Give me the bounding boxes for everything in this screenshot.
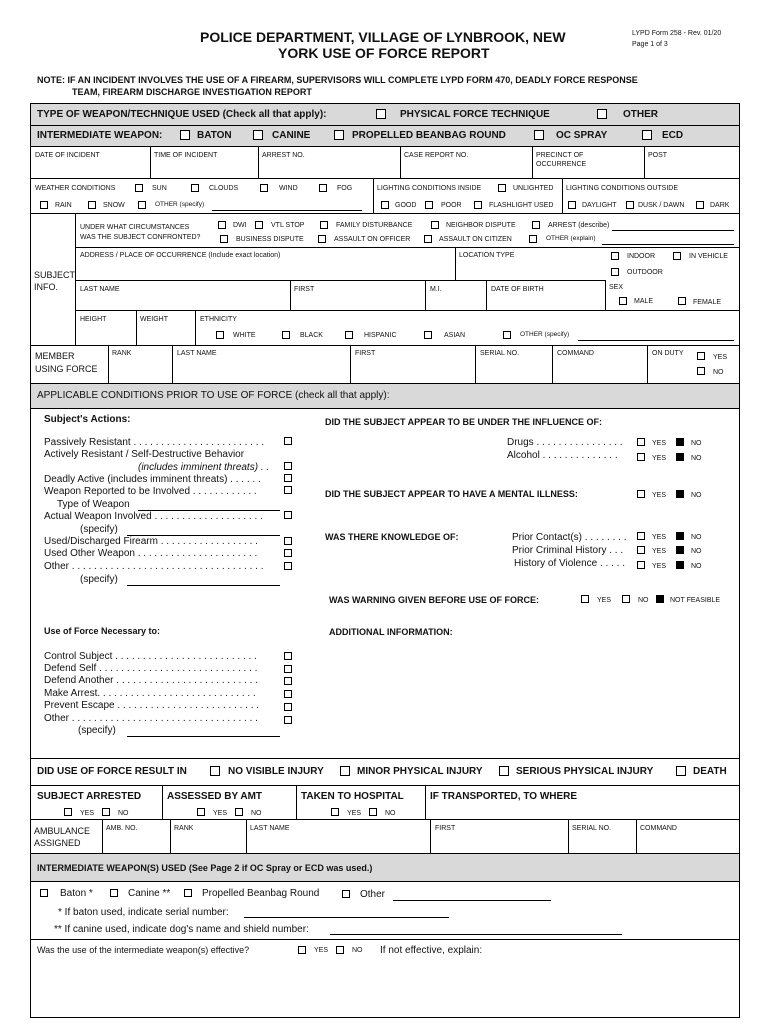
- warning-no-checkbox[interactable]: [622, 595, 630, 603]
- arrested-yes-label: YES: [80, 810, 95, 817]
- dwi-checkbox[interactable]: [218, 221, 226, 229]
- physical-force-checkbox[interactable]: [376, 109, 386, 119]
- member-serial-label: SERIAL NO.: [480, 350, 520, 357]
- weight-label: WEIGHT: [140, 316, 168, 323]
- prior-contact-yes-checkbox[interactable]: [637, 532, 645, 540]
- baton-serial-field[interactable]: [244, 917, 449, 918]
- amb-rank-label: RANK: [174, 825, 194, 832]
- necessary-other-checkbox[interactable]: [284, 716, 292, 724]
- defend-another-checkbox[interactable]: [284, 677, 292, 685]
- outdoor-label: OUTDOOR: [627, 269, 663, 276]
- on-duty-label: ON DUTY: [652, 350, 684, 357]
- on-duty-yes-checkbox[interactable]: [697, 352, 705, 360]
- additional-info-label: ADDITIONAL INFORMATION:: [329, 627, 453, 637]
- alcohol-no-checkbox[interactable]: [676, 453, 684, 461]
- circumstances-label-1: UNDER WHAT CIRCUMSTANCES: [80, 224, 190, 231]
- in-vehicle-label: IN VEHICLE: [689, 253, 728, 260]
- injury-label: DID USE OF FORCE RESULT IN: [37, 766, 187, 777]
- violence-yes-label: YES: [652, 563, 667, 570]
- page-title-line1: POLICE DEPARTMENT, VILLAGE OF LYNBROOK, NEW: [200, 29, 566, 45]
- actual-weapon-checkbox[interactable]: [284, 511, 292, 519]
- baton-label: BATON: [197, 130, 232, 141]
- ambulance-label-2: ASSIGNED: [34, 838, 81, 848]
- alcohol-label: Alcohol . . . . . . . . . . . . . .: [507, 450, 618, 461]
- family-dispute-label: FAMILY DISTURBANCE: [336, 222, 413, 229]
- conditions-header: APPLICABLE CONDITIONS PRIOR TO USE OF FORCE (check all that apply):: [37, 390, 390, 401]
- black-label: BLACK: [300, 332, 323, 339]
- unlighted-checkbox[interactable]: [498, 184, 506, 192]
- on-duty-yes-label: YES: [713, 354, 728, 361]
- dusk-label: DUSK / DAWN: [638, 202, 685, 209]
- necessary-prevent-escape: Prevent Escape . . . . . . . . . . . . . . . . . . . . . . . . . .: [44, 700, 260, 711]
- ecd-label: ECD: [662, 130, 684, 141]
- arrested-no-label: NO: [118, 810, 129, 817]
- outdoor-checkbox[interactable]: [611, 268, 619, 276]
- lighting-inside-label: LIGHTING CONDITIONS INSIDE: [377, 185, 482, 192]
- subject-arrested-label: SUBJECT ARRESTED: [37, 791, 142, 802]
- drugs-no-label: NO: [691, 440, 702, 447]
- subject-actions-title: Subject's Actions:: [44, 414, 131, 425]
- warning-not-feasible-label: NOT FEASIBLE: [670, 597, 721, 604]
- vtl-stop-checkbox[interactable]: [255, 221, 263, 229]
- no-injury-checkbox[interactable]: [210, 766, 220, 776]
- warning-yes-label: YES: [597, 597, 612, 604]
- weapon-reported-checkbox[interactable]: [284, 486, 292, 494]
- iw-baton-checkbox[interactable]: [40, 889, 48, 897]
- iw-other-field[interactable]: [393, 900, 551, 901]
- necessary-specify: (specify): [78, 725, 116, 736]
- action-specify-2: (specify): [80, 574, 118, 585]
- male-label: MALE: [634, 298, 654, 305]
- action-type-of-weapon: Type of Weapon: [57, 499, 130, 510]
- weather-label: WEATHER CONDITIONS: [35, 185, 116, 192]
- necessary-defend-another: Defend Another . . . . . . . . . . . . . . . . . . . . . . . . . .: [44, 675, 258, 686]
- knowledge-label: WAS THERE KNOWLEDGE OF:: [325, 532, 459, 542]
- warning-yes-checkbox[interactable]: [581, 595, 589, 603]
- member-first-label: FIRST: [355, 350, 376, 357]
- ethnicity-other-checkbox[interactable]: [503, 331, 511, 339]
- force-necessary-title: Use of Force Necessary to:: [44, 626, 161, 636]
- dwi-label: DWI: [233, 222, 247, 229]
- hospital-yes-label: YES: [347, 810, 362, 817]
- prior-criminal-label: Prior Criminal History . . .: [512, 545, 624, 556]
- physical-force-label: PHYSICAL FORCE TECHNIQUE: [400, 109, 550, 120]
- subject-last-name-label: LAST NAME: [80, 286, 120, 293]
- good-checkbox[interactable]: [381, 201, 389, 209]
- assault-citizen-checkbox[interactable]: [424, 235, 432, 243]
- action-other: Other . . . . . . . . . . . . . . . . . . . . . . . . . . . . . . . . . . .: [44, 561, 264, 572]
- amb-last-name-label: LAST NAME: [250, 825, 290, 832]
- minor-injury-checkbox[interactable]: [340, 766, 350, 776]
- clouds-label: CLOUDS: [209, 185, 239, 192]
- other-explain-field[interactable]: [602, 244, 734, 245]
- assessed-amt-label: ASSESSED BY AMT: [167, 791, 263, 802]
- action-other-checkbox[interactable]: [284, 562, 292, 570]
- necessary-defend-self: Defend Self . . . . . . . . . . . . . . . . . . . . . . . . . . . . .: [44, 663, 258, 674]
- unlighted-label: UNLIGHTED: [513, 185, 554, 192]
- arrest-describe-field[interactable]: [612, 230, 734, 231]
- ethnicity-other-field[interactable]: [578, 340, 734, 341]
- precinct-label-1: PRECINCT OF: [536, 152, 584, 159]
- indoor-label: INDOOR: [627, 253, 655, 260]
- member-rank-label: RANK: [112, 350, 132, 357]
- other-explain-checkbox[interactable]: [529, 235, 537, 243]
- action-actual-weapon: Actual Weapon Involved . . . . . . . . . . . . . . . . . . . .: [44, 511, 263, 522]
- iw-baton-label: Baton *: [60, 888, 93, 899]
- black-checkbox[interactable]: [282, 331, 290, 339]
- family-dispute-checkbox[interactable]: [320, 221, 328, 229]
- assault-citizen-label: ASSAULT ON CITIZEN: [439, 236, 512, 243]
- ethnicity-label: ETHNICITY: [200, 316, 237, 323]
- warning-no-label: NO: [638, 597, 649, 604]
- death-label: DEATH: [693, 766, 727, 777]
- prior-criminal-yes-label: YES: [652, 548, 667, 555]
- prior-contact-no-checkbox[interactable]: [676, 532, 684, 540]
- amb-command-label: COMMAND: [640, 825, 677, 832]
- location-type-label: LOCATION TYPE: [459, 252, 515, 259]
- assessed-no-checkbox[interactable]: [235, 808, 243, 816]
- arrest-describe-checkbox[interactable]: [532, 221, 540, 229]
- arrest-describe-label: ARREST (describe): [548, 222, 610, 229]
- subject-mi-label: M.I.: [430, 286, 442, 293]
- minor-injury-label: MINOR PHYSICAL INJURY: [357, 766, 483, 777]
- subject-label-2: INFO.: [34, 282, 58, 292]
- female-checkbox[interactable]: [678, 297, 686, 305]
- action-other-weapon: Used Other Weapon . . . . . . . . . . . . . . . . . . . . . .: [44, 548, 258, 559]
- assessed-yes-checkbox[interactable]: [197, 808, 205, 816]
- hospital-label: TAKEN TO HOSPITAL: [301, 791, 404, 802]
- weapon-type-label: TYPE OF WEAPON/TECHNIQUE USED (Check all that apply):: [37, 109, 327, 120]
- assault-officer-checkbox[interactable]: [318, 235, 326, 243]
- violence-label: History of Violence . . . . .: [514, 558, 625, 569]
- make-arrest-checkbox[interactable]: [284, 690, 292, 698]
- mental-illness-label: DID THE SUBJECT APPEAR TO HAVE A MENTAL ILLNESS:: [325, 489, 578, 499]
- action-firearm: Used/Discharged Firearm . . . . . . . . . . . . . . . . . .: [44, 536, 258, 547]
- violence-yes-checkbox[interactable]: [637, 561, 645, 569]
- beanbag-label: PROPELLED BEANBAG ROUND: [352, 130, 506, 141]
- sun-label: SUN: [152, 185, 167, 192]
- death-checkbox[interactable]: [676, 766, 686, 776]
- baton-serial-note: * If baton used, indicate serial number:: [58, 907, 229, 918]
- not-effective-label: If not effective, explain:: [380, 945, 483, 956]
- action-other-specify-field[interactable]: [127, 585, 280, 586]
- rain-label: RAIN: [55, 202, 72, 209]
- violence-no-checkbox[interactable]: [676, 561, 684, 569]
- lighting-outside-label: LIGHTING CONDITIONS OUTSIDE: [566, 185, 679, 192]
- control-subject-checkbox[interactable]: [284, 652, 292, 660]
- subject-label-1: SUBJECT: [34, 270, 76, 280]
- member-label-1: MEMBER: [35, 351, 75, 361]
- hispanic-checkbox[interactable]: [345, 331, 353, 339]
- wind-checkbox[interactable]: [260, 184, 268, 192]
- iw-other-checkbox[interactable]: [342, 890, 350, 898]
- asian-label: ASIAN: [444, 332, 466, 339]
- prior-criminal-no-checkbox[interactable]: [676, 546, 684, 554]
- flashlight-label: FLASHLIGHT USED: [489, 202, 554, 209]
- neighbor-dispute-label: NEIGHBOR DISPUTE: [446, 222, 516, 229]
- serious-injury-label: SERIOUS PHYSICAL INJURY: [516, 766, 654, 777]
- rain-checkbox[interactable]: [40, 201, 48, 209]
- influence-title: DID THE SUBJECT APPEAR TO BE UNDER THE INFLUENCE OF:: [325, 417, 603, 427]
- mental-no-label: NO: [691, 492, 702, 499]
- passive-checkbox[interactable]: [284, 437, 292, 445]
- ambulance-label-1: AMBULANCE: [34, 826, 91, 836]
- circumstances-label-2: WAS THE SUBJECT CONFRONTED?: [80, 234, 201, 241]
- prior-contact-yes-label: YES: [652, 534, 667, 541]
- necessary-make-arrest: Make Arrest. . . . . . . . . . . . . . . . . . . . . . . . . . . . .: [44, 688, 256, 699]
- daylight-label: DAYLIGHT: [582, 202, 617, 209]
- poor-label: POOR: [441, 202, 462, 209]
- indoor-checkbox[interactable]: [611, 252, 619, 260]
- white-label: WHITE: [233, 332, 256, 339]
- amb-serial-label: SERIAL NO.: [572, 825, 612, 832]
- firearm-checkbox[interactable]: [284, 537, 292, 545]
- business-dispute-checkbox[interactable]: [220, 235, 228, 243]
- hospital-no-checkbox[interactable]: [369, 808, 377, 816]
- asian-checkbox[interactable]: [424, 331, 432, 339]
- snow-checkbox[interactable]: [88, 201, 96, 209]
- oc-spray-label: OC SPRAY: [556, 130, 608, 141]
- effective-yes-checkbox[interactable]: [298, 946, 306, 954]
- active-checkbox[interactable]: [284, 462, 292, 470]
- necessary-control: Control Subject . . . . . . . . . . . . . . . . . . . . . . . . . .: [44, 651, 257, 662]
- violence-no-label: NO: [691, 563, 702, 570]
- alcohol-no-label: NO: [691, 455, 702, 462]
- precinct-label-2: OCCURRENCE: [536, 161, 587, 168]
- flashlight-checkbox[interactable]: [474, 201, 482, 209]
- defend-self-checkbox[interactable]: [284, 665, 292, 673]
- post-label: POST: [648, 152, 668, 159]
- height-label: HEIGHT: [80, 316, 107, 323]
- weather-other-checkbox[interactable]: [138, 201, 146, 209]
- assessed-yes-label: YES: [213, 810, 228, 817]
- canine-label: CANINE: [272, 130, 311, 141]
- page-number: Page 1 of 3: [632, 41, 668, 48]
- prior-criminal-no-label: NO: [691, 548, 702, 555]
- prior-contact-no-label: NO: [691, 534, 702, 541]
- iw-canine-checkbox[interactable]: [110, 889, 118, 897]
- action-deadly: Deadly Active (includes imminent threats) . . . . . .: [44, 474, 261, 485]
- canine-checkbox[interactable]: [253, 130, 263, 140]
- no-injury-label: NO VISIBLE INJURY: [228, 766, 324, 777]
- good-label: GOOD: [395, 202, 417, 209]
- prevent-escape-checkbox[interactable]: [284, 703, 292, 711]
- member-command-label: COMMAND: [557, 350, 594, 357]
- on-duty-no-checkbox[interactable]: [697, 367, 705, 375]
- mental-no-checkbox[interactable]: [676, 490, 684, 498]
- sun-checkbox[interactable]: [135, 184, 143, 192]
- sex-label: SEX: [609, 284, 624, 291]
- weather-other-field[interactable]: [212, 210, 362, 211]
- canine-name-field[interactable]: [330, 934, 622, 935]
- hospital-no-label: NO: [385, 810, 396, 817]
- baton-checkbox[interactable]: [180, 130, 190, 140]
- weather-other-label: OTHER (specify): [155, 201, 205, 208]
- other-weapon-used-checkbox[interactable]: [284, 549, 292, 557]
- fog-label: FOG: [337, 185, 353, 192]
- ecd-checkbox[interactable]: [642, 130, 652, 140]
- action-active: Actively Resistant / Self-Destructive Behavior: [44, 449, 245, 460]
- prior-contact-label: Prior Contact(s) . . . . . . . .: [512, 532, 627, 543]
- serious-injury-checkbox[interactable]: [499, 766, 509, 776]
- dark-checkbox[interactable]: [696, 201, 704, 209]
- amb-first-label: FIRST: [435, 825, 456, 832]
- effective-question: Was the use of the intermediate weapon(s) effective?: [37, 945, 250, 955]
- note-line1: NOTE: IF AN INCIDENT INVOLVES THE USE OF A FIREARM, SUPERVISORS WILL COMPLETE LYPD FORM 470, DEADLY FORCE RESPONSE: [37, 75, 638, 85]
- in-vehicle-checkbox[interactable]: [673, 252, 681, 260]
- daylight-checkbox[interactable]: [568, 201, 576, 209]
- neighbor-dispute-checkbox[interactable]: [431, 221, 439, 229]
- drugs-yes-checkbox[interactable]: [637, 438, 645, 446]
- wind-label: WIND: [279, 185, 298, 192]
- on-duty-no-label: NO: [713, 369, 724, 376]
- form-id: LYPD Form 258 - Rev. 01/20: [632, 30, 722, 37]
- iw-other-label: Other: [360, 889, 386, 900]
- iw-beanbag-label: Propelled Beanbag Round: [202, 888, 320, 899]
- arrested-yes-checkbox[interactable]: [64, 808, 72, 816]
- iw-beanbag-checkbox[interactable]: [184, 889, 192, 897]
- poor-checkbox[interactable]: [425, 201, 433, 209]
- action-weapon-reported: Weapon Reported to be Involved . . . . . . . . . . . .: [44, 486, 257, 497]
- male-checkbox[interactable]: [619, 297, 627, 305]
- beanbag-checkbox[interactable]: [334, 130, 344, 140]
- drugs-label: Drugs . . . . . . . . . . . . . . . .: [507, 437, 623, 448]
- deadly-checkbox[interactable]: [284, 474, 292, 482]
- dark-label: DARK: [710, 202, 730, 209]
- drugs-no-checkbox[interactable]: [676, 438, 684, 446]
- business-dispute-label: BUSINESS DISPUTE: [236, 236, 304, 243]
- member-label-2: USING FORCE: [35, 364, 98, 374]
- vtl-stop-label: VTL STOP: [271, 222, 305, 229]
- alcohol-yes-label: YES: [652, 455, 667, 462]
- date-of-incident-label: DATE OF INCIDENT: [35, 152, 100, 159]
- clouds-checkbox[interactable]: [191, 184, 199, 192]
- white-checkbox[interactable]: [216, 331, 224, 339]
- transported-label: IF TRANSPORTED, TO WHERE: [430, 791, 578, 802]
- assessed-no-label: NO: [251, 810, 262, 817]
- oc-spray-checkbox[interactable]: [534, 130, 544, 140]
- mental-yes-label: YES: [652, 492, 667, 499]
- amb-no-label: AMB. NO.: [106, 825, 138, 832]
- address-label: ADDRESS / PLACE OF OCCURRENCE (Include exact location): [80, 252, 281, 259]
- necessary-other-specify-field[interactable]: [127, 736, 280, 737]
- prior-criminal-yes-checkbox[interactable]: [637, 546, 645, 554]
- canine-note: ** If canine used, indicate dog's name and shield number:: [54, 924, 309, 935]
- time-of-incident-label: TIME OF INCIDENT: [154, 152, 218, 159]
- necessary-other: Other . . . . . . . . . . . . . . . . . . . . . . . . . . . . . . . . . .: [44, 713, 258, 724]
- female-label: FEMALE: [693, 299, 722, 306]
- action-passive: Passively Resistant . . . . . . . . . . . . . . . . . . . . . . . .: [44, 437, 265, 448]
- alcohol-yes-checkbox[interactable]: [637, 453, 645, 461]
- effective-no-label: NO: [352, 947, 363, 954]
- ethnicity-other-label: OTHER (specify): [520, 331, 570, 338]
- dusk-checkbox[interactable]: [626, 201, 634, 209]
- arrested-no-checkbox[interactable]: [102, 808, 110, 816]
- hispanic-label: HISPANIC: [364, 332, 397, 339]
- effective-no-checkbox[interactable]: [336, 946, 344, 954]
- case-report-label: CASE REPORT NO.: [404, 152, 469, 159]
- intermediate-weapon-label: INTERMEDIATE WEAPON:: [37, 130, 163, 141]
- action-specify-1: (specify): [80, 524, 118, 535]
- member-last-name-label: LAST NAME: [177, 350, 217, 357]
- warning-not-feasible-checkbox[interactable]: [656, 595, 664, 603]
- other-weapon-checkbox[interactable]: [597, 109, 607, 119]
- arrest-no-label: ARREST NO.: [262, 152, 305, 159]
- page-title-line2: YORK USE OF FORCE REPORT: [278, 45, 490, 61]
- hospital-yes-checkbox[interactable]: [331, 808, 339, 816]
- subject-first-label: FIRST: [294, 286, 315, 293]
- mental-yes-checkbox[interactable]: [637, 490, 645, 498]
- note-line2: TEAM, FIREARM DISCHARGE INVESTIGATION REPORT: [72, 87, 312, 97]
- assault-officer-label: ASSAULT ON OFFICER: [334, 236, 411, 243]
- fog-checkbox[interactable]: [319, 184, 327, 192]
- warning-label: WAS WARNING GIVEN BEFORE USE OF FORCE:: [329, 595, 540, 605]
- action-active-note: (includes imminent threats) . .: [138, 462, 270, 473]
- dob-label: DATE OF BIRTH: [491, 286, 544, 293]
- effective-yes-label: YES: [314, 947, 329, 954]
- other-weapon-label: OTHER: [623, 109, 658, 120]
- iw-canine-label: Canine **: [128, 888, 171, 899]
- drugs-yes-label: YES: [652, 440, 667, 447]
- intermediate-header: INTERMEDIATE WEAPON(S) USED (See Page 2 if OC Spray or ECD was used.): [37, 863, 373, 873]
- other-explain-label: OTHER (explain): [546, 235, 596, 242]
- snow-label: SNOW: [103, 202, 125, 209]
